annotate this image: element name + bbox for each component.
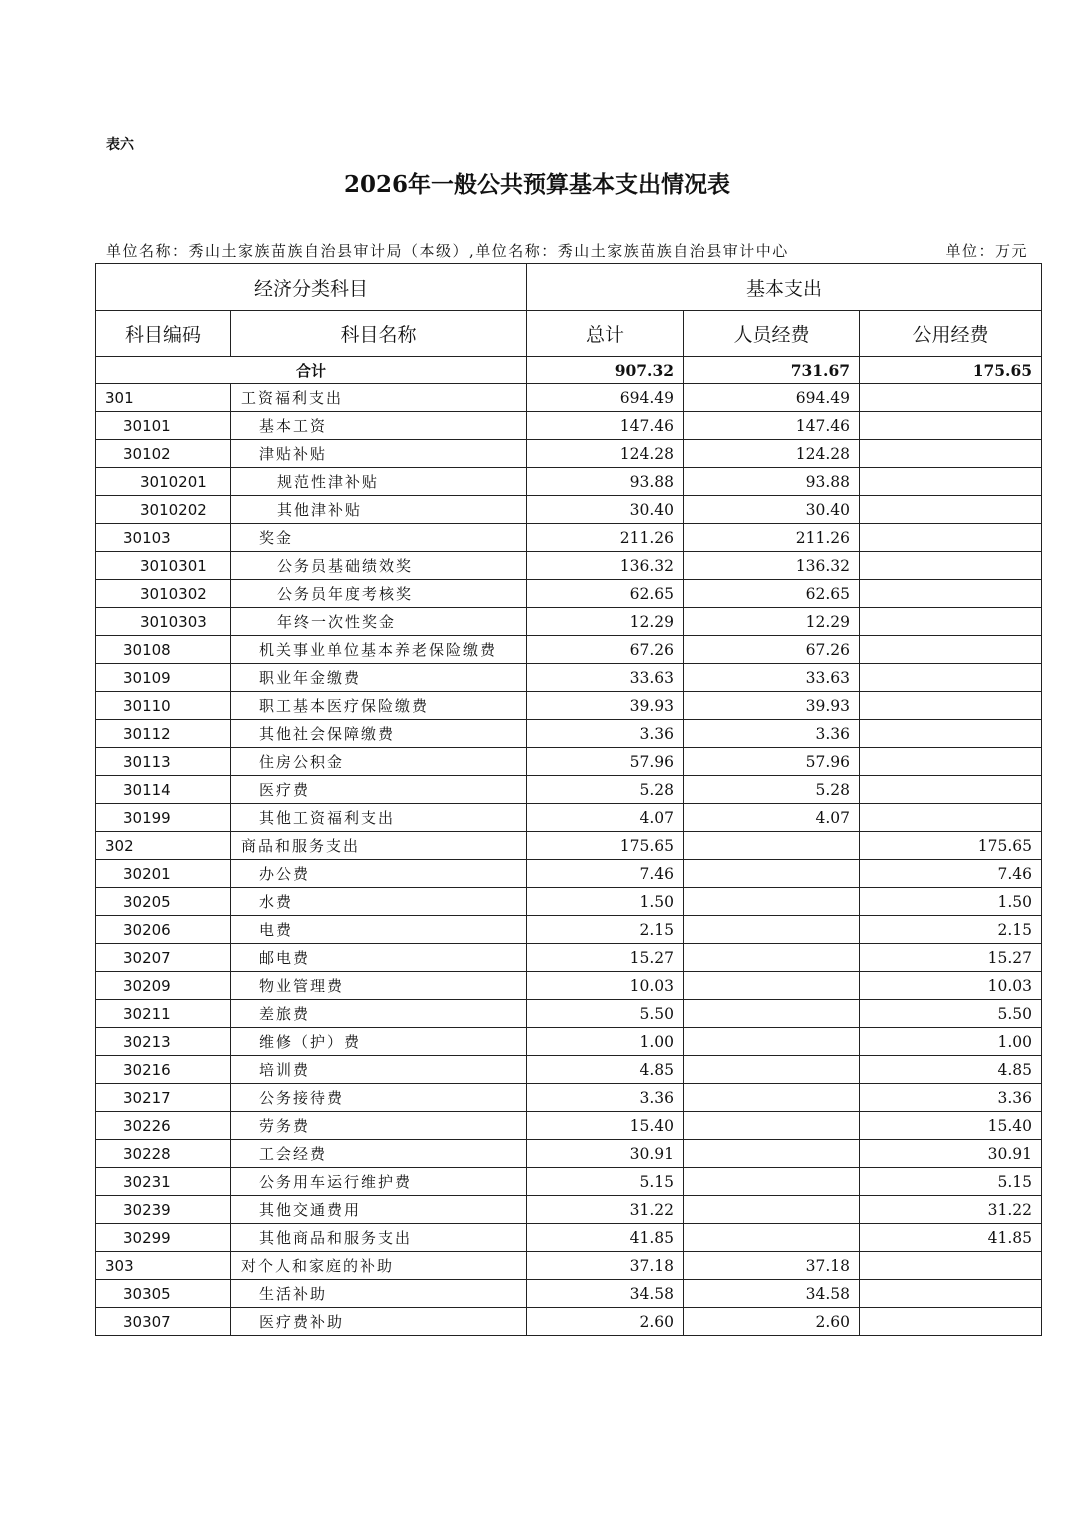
row-personnel: 211.26	[684, 524, 860, 552]
table-row	[96, 888, 1042, 916]
row-total: 2.60	[527, 1308, 684, 1336]
row-total: 57.96	[527, 748, 684, 776]
row-public: 30.91	[860, 1140, 1042, 1168]
row-total: 694.49	[527, 384, 684, 412]
row-personnel: 33.63	[684, 664, 860, 692]
table-row	[96, 1196, 1042, 1224]
row-personnel: 136.32	[684, 552, 860, 580]
row-code: 30217	[96, 1084, 231, 1112]
row-personnel: 30.40	[684, 496, 860, 524]
row-name: 差旅费	[231, 1000, 527, 1028]
row-public: 175.65	[860, 832, 1042, 860]
row-code: 3010302	[96, 580, 231, 608]
row-personnel	[684, 1224, 860, 1252]
header-group-row	[96, 264, 1042, 311]
row-public	[860, 608, 1042, 636]
row-name: 公务员年度考核奖	[231, 580, 527, 608]
row-name: 其他工资福利支出	[231, 804, 527, 832]
row-name: 物业管理费	[231, 972, 527, 1000]
row-personnel: 147.46	[684, 412, 860, 440]
header-column-row	[96, 311, 1042, 357]
table-row	[96, 1000, 1042, 1028]
row-public	[860, 468, 1042, 496]
row-public	[860, 776, 1042, 804]
table-row	[96, 440, 1042, 468]
row-personnel	[684, 1084, 860, 1112]
row-personnel: 3.36	[684, 720, 860, 748]
row-public: 3.36	[860, 1084, 1042, 1112]
row-total: 4.85	[527, 1056, 684, 1084]
row-total: 34.58	[527, 1280, 684, 1308]
table-row	[96, 860, 1042, 888]
row-personnel: 2.60	[684, 1308, 860, 1336]
row-total: 3.36	[527, 1084, 684, 1112]
row-public: 1.50	[860, 888, 1042, 916]
header-personnel: 人员经费	[684, 311, 860, 357]
row-personnel	[684, 944, 860, 972]
row-total: 124.28	[527, 440, 684, 468]
row-name: 生活补助	[231, 1280, 527, 1308]
row-public: 4.85	[860, 1056, 1042, 1084]
row-code: 30231	[96, 1168, 231, 1196]
unit-name-line: 单位名称：秀山土家族苗族自治县审计局（本级）,单位名称：秀山土家族苗族自治县审计中心	[106, 242, 789, 260]
row-name: 工会经费	[231, 1140, 527, 1168]
table-row	[96, 1280, 1042, 1308]
row-total: 175.65	[527, 832, 684, 860]
row-personnel	[684, 860, 860, 888]
row-name: 津贴补贴	[231, 440, 527, 468]
row-code: 30307	[96, 1308, 231, 1336]
row-name: 其他社会保障缴费	[231, 720, 527, 748]
row-code: 303	[96, 1252, 231, 1280]
row-total: 37.18	[527, 1252, 684, 1280]
header-name: 科目名称	[231, 311, 527, 357]
row-total: 15.40	[527, 1112, 684, 1140]
row-public: 1.00	[860, 1028, 1042, 1056]
row-name: 机关事业单位基本养老保险缴费	[231, 636, 527, 664]
row-total: 12.29	[527, 608, 684, 636]
row-personnel	[684, 1000, 860, 1028]
row-total: 41.85	[527, 1224, 684, 1252]
row-total: 211.26	[527, 524, 684, 552]
row-public: 5.50	[860, 1000, 1042, 1028]
table-row	[96, 916, 1042, 944]
row-total: 67.26	[527, 636, 684, 664]
total-public: 175.65	[860, 357, 1042, 384]
table-row	[96, 692, 1042, 720]
row-total: 62.65	[527, 580, 684, 608]
table-row	[96, 944, 1042, 972]
row-code: 30201	[96, 860, 231, 888]
row-personnel: 93.88	[684, 468, 860, 496]
row-total: 4.07	[527, 804, 684, 832]
row-personnel	[684, 1056, 860, 1084]
row-name: 住房公积金	[231, 748, 527, 776]
row-public	[860, 1308, 1042, 1336]
row-personnel: 12.29	[684, 608, 860, 636]
row-total: 5.28	[527, 776, 684, 804]
row-code: 30206	[96, 916, 231, 944]
row-name: 对个人和家庭的补助	[231, 1252, 527, 1280]
row-name: 医疗费补助	[231, 1308, 527, 1336]
row-total: 147.46	[527, 412, 684, 440]
row-public: 31.22	[860, 1196, 1042, 1224]
budget-table	[95, 263, 1042, 1336]
table-row	[96, 664, 1042, 692]
row-name: 基本工资	[231, 412, 527, 440]
row-code: 30226	[96, 1112, 231, 1140]
currency-unit: 单位：万元	[945, 242, 1028, 260]
table-row	[96, 776, 1042, 804]
total-sum: 907.32	[527, 357, 684, 384]
row-personnel: 124.28	[684, 440, 860, 468]
row-public	[860, 1252, 1042, 1280]
row-total: 3.36	[527, 720, 684, 748]
row-code: 30108	[96, 636, 231, 664]
row-total: 10.03	[527, 972, 684, 1000]
row-name: 劳务费	[231, 1112, 527, 1140]
row-code: 3010201	[96, 468, 231, 496]
header-basic-expenditure: 基本支出	[527, 264, 1042, 311]
row-total: 39.93	[527, 692, 684, 720]
row-personnel: 4.07	[684, 804, 860, 832]
row-public	[860, 636, 1042, 664]
row-name: 工资福利支出	[231, 384, 527, 412]
row-public: 10.03	[860, 972, 1042, 1000]
row-total: 30.40	[527, 496, 684, 524]
total-row	[96, 357, 1042, 384]
row-total: 30.91	[527, 1140, 684, 1168]
row-code: 30211	[96, 1000, 231, 1028]
table-row	[96, 1140, 1042, 1168]
table-row	[96, 1308, 1042, 1336]
row-public	[860, 720, 1042, 748]
row-code: 30101	[96, 412, 231, 440]
row-name: 其他交通费用	[231, 1196, 527, 1224]
table-row	[96, 1112, 1042, 1140]
row-code: 30213	[96, 1028, 231, 1056]
row-personnel	[684, 1028, 860, 1056]
row-name: 职工基本医疗保险缴费	[231, 692, 527, 720]
table-row	[96, 580, 1042, 608]
row-personnel: 5.28	[684, 776, 860, 804]
table-row	[96, 748, 1042, 776]
row-public: 7.46	[860, 860, 1042, 888]
row-code: 301	[96, 384, 231, 412]
table-row	[96, 608, 1042, 636]
row-name: 职业年金缴费	[231, 664, 527, 692]
row-total: 7.46	[527, 860, 684, 888]
row-code: 30205	[96, 888, 231, 916]
row-name: 其他津补贴	[231, 496, 527, 524]
row-total: 15.27	[527, 944, 684, 972]
row-name: 水费	[231, 888, 527, 916]
row-personnel: 37.18	[684, 1252, 860, 1280]
table-row	[96, 1224, 1042, 1252]
table-row	[96, 1084, 1042, 1112]
row-total: 33.63	[527, 664, 684, 692]
table-row	[96, 832, 1042, 860]
row-public	[860, 524, 1042, 552]
table-row	[96, 1252, 1042, 1280]
row-code: 30207	[96, 944, 231, 972]
row-total: 1.00	[527, 1028, 684, 1056]
row-public	[860, 384, 1042, 412]
table-number-label: 表六	[106, 137, 134, 153]
row-name: 奖金	[231, 524, 527, 552]
row-personnel	[684, 972, 860, 1000]
row-public	[860, 496, 1042, 524]
table-row	[96, 552, 1042, 580]
row-public: 15.27	[860, 944, 1042, 972]
table-row	[96, 524, 1042, 552]
row-code: 30299	[96, 1224, 231, 1252]
table-row	[96, 972, 1042, 1000]
row-code: 30103	[96, 524, 231, 552]
row-personnel: 67.26	[684, 636, 860, 664]
header-public: 公用经费	[860, 311, 1042, 357]
table-row	[96, 412, 1042, 440]
row-public	[860, 412, 1042, 440]
row-personnel	[684, 1168, 860, 1196]
row-code: 30209	[96, 972, 231, 1000]
row-public	[860, 664, 1042, 692]
table-row	[96, 1168, 1042, 1196]
row-name: 培训费	[231, 1056, 527, 1084]
row-code: 30112	[96, 720, 231, 748]
row-code: 30228	[96, 1140, 231, 1168]
row-total: 136.32	[527, 552, 684, 580]
row-name: 年终一次性奖金	[231, 608, 527, 636]
row-public: 2.15	[860, 916, 1042, 944]
row-name: 电费	[231, 916, 527, 944]
table-row	[96, 496, 1042, 524]
total-personnel: 731.67	[684, 357, 860, 384]
row-name: 医疗费	[231, 776, 527, 804]
row-total: 5.50	[527, 1000, 684, 1028]
row-code: 30239	[96, 1196, 231, 1224]
row-total: 93.88	[527, 468, 684, 496]
row-public: 41.85	[860, 1224, 1042, 1252]
table-row	[96, 720, 1042, 748]
header-economic-classification: 经济分类科目	[96, 264, 527, 311]
page-title: 2026年一般公共预算基本支出情况表	[343, 171, 730, 198]
total-label: 合计	[96, 357, 527, 384]
row-code: 3010202	[96, 496, 231, 524]
row-personnel	[684, 832, 860, 860]
table-row	[96, 804, 1042, 832]
row-public: 5.15	[860, 1168, 1042, 1196]
row-code: 30114	[96, 776, 231, 804]
row-public	[860, 440, 1042, 468]
row-public	[860, 552, 1042, 580]
table-row	[96, 636, 1042, 664]
table-row	[96, 384, 1042, 412]
row-public	[860, 804, 1042, 832]
row-code: 30113	[96, 748, 231, 776]
row-total: 2.15	[527, 916, 684, 944]
row-code: 30216	[96, 1056, 231, 1084]
row-public	[860, 580, 1042, 608]
row-public	[860, 1280, 1042, 1308]
row-total: 5.15	[527, 1168, 684, 1196]
row-name: 公务员基础绩效奖	[231, 552, 527, 580]
row-personnel	[684, 888, 860, 916]
row-personnel: 57.96	[684, 748, 860, 776]
row-name: 商品和服务支出	[231, 832, 527, 860]
row-name: 维修（护）费	[231, 1028, 527, 1056]
row-name: 公务接待费	[231, 1084, 527, 1112]
row-total: 31.22	[527, 1196, 684, 1224]
row-code: 30109	[96, 664, 231, 692]
row-personnel	[684, 1196, 860, 1224]
header-total: 总计	[527, 311, 684, 357]
row-public	[860, 748, 1042, 776]
row-total: 1.50	[527, 888, 684, 916]
row-code: 30102	[96, 440, 231, 468]
row-personnel	[684, 916, 860, 944]
row-name: 办公费	[231, 860, 527, 888]
row-name: 规范性津补贴	[231, 468, 527, 496]
row-personnel: 34.58	[684, 1280, 860, 1308]
row-personnel: 39.93	[684, 692, 860, 720]
row-code: 302	[96, 832, 231, 860]
row-name: 邮电费	[231, 944, 527, 972]
row-code: 30305	[96, 1280, 231, 1308]
row-personnel: 62.65	[684, 580, 860, 608]
row-public: 15.40	[860, 1112, 1042, 1140]
row-name: 公务用车运行维护费	[231, 1168, 527, 1196]
table-row	[96, 468, 1042, 496]
row-name: 其他商品和服务支出	[231, 1224, 527, 1252]
row-personnel: 694.49	[684, 384, 860, 412]
row-code: 3010301	[96, 552, 231, 580]
table-row	[96, 1056, 1042, 1084]
row-code: 3010303	[96, 608, 231, 636]
row-code: 30110	[96, 692, 231, 720]
row-code: 30199	[96, 804, 231, 832]
header-code: 科目编码	[96, 311, 231, 357]
table-row	[96, 1028, 1042, 1056]
row-public	[860, 692, 1042, 720]
row-personnel	[684, 1112, 860, 1140]
row-personnel	[684, 1140, 860, 1168]
